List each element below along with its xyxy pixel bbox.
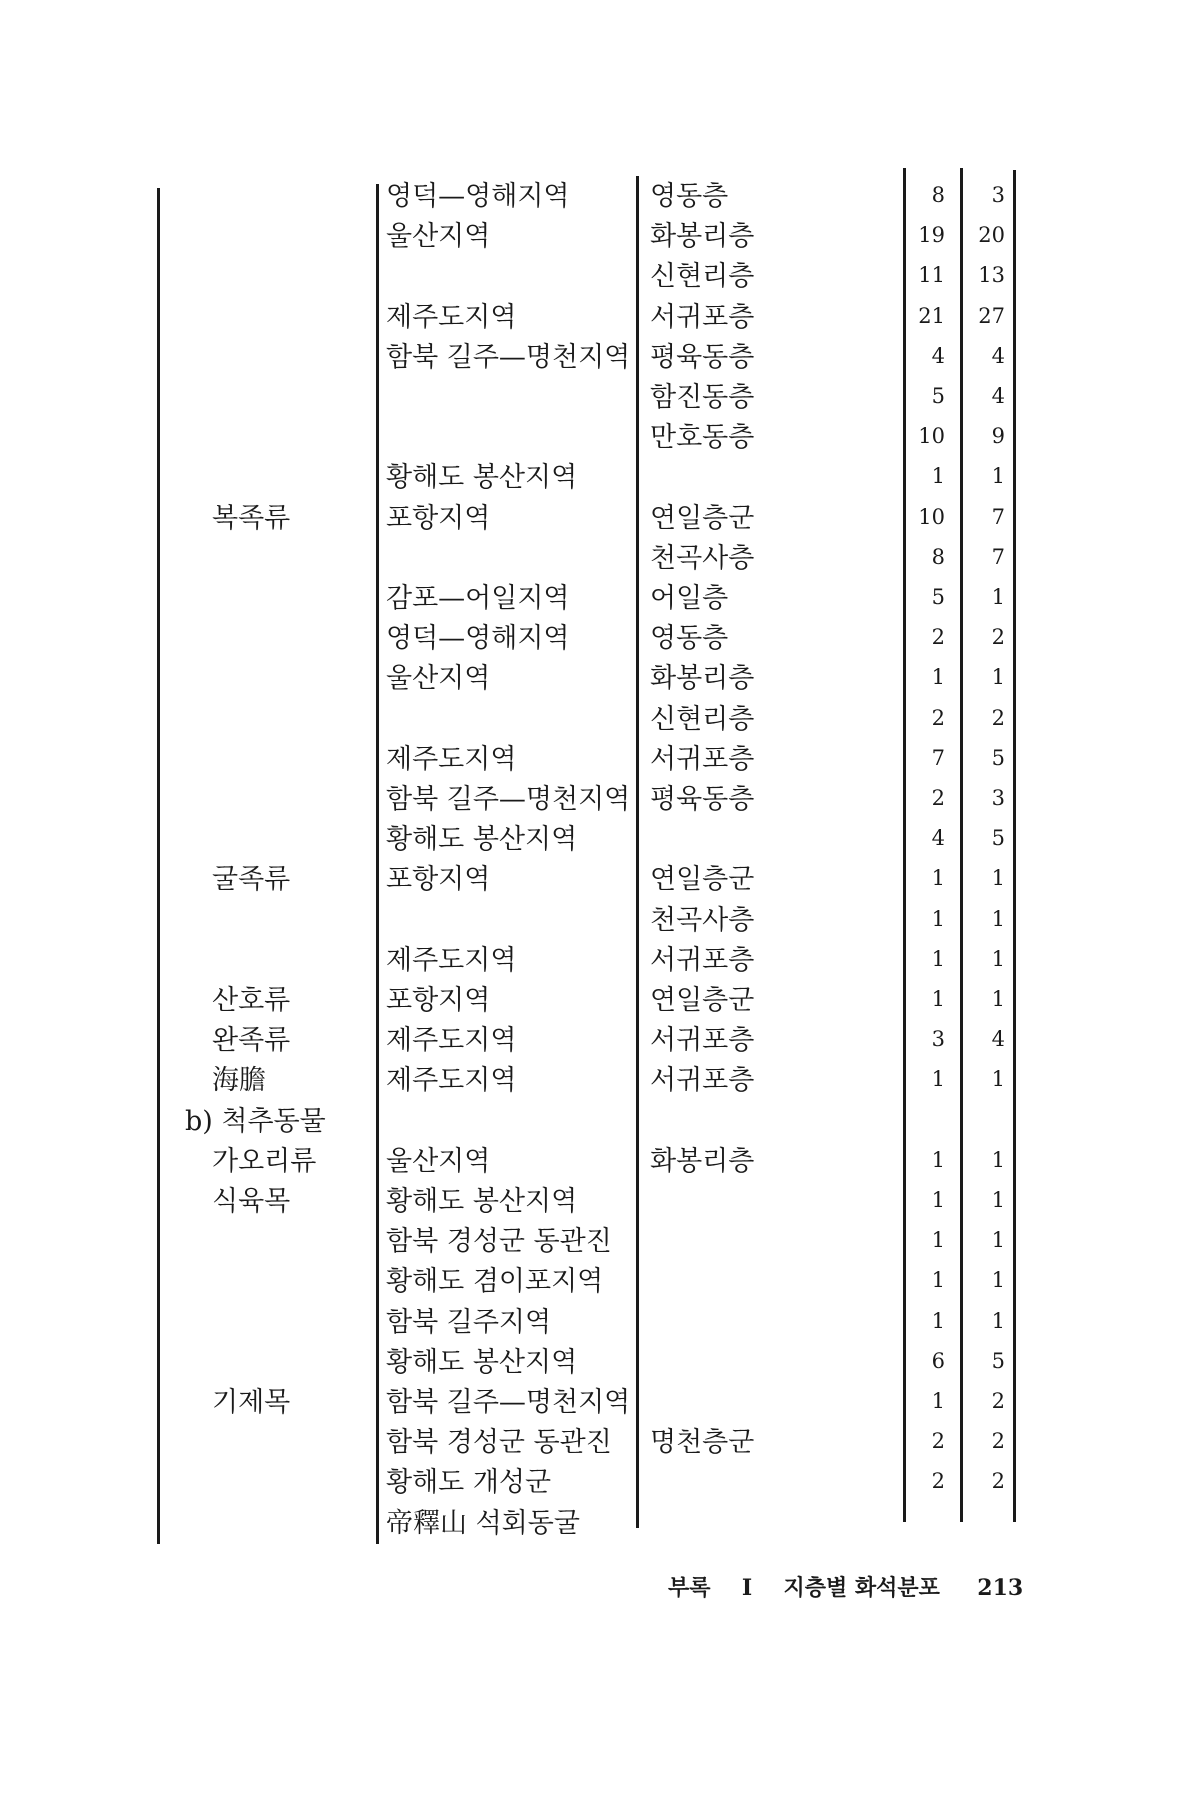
row-category: 식육목	[212, 1186, 291, 1217]
row-category: 기제목	[212, 1387, 291, 1418]
row-count-a: 5	[931, 585, 945, 609]
footer-numeral: I	[741, 1575, 753, 1601]
row-count-a: 4	[931, 826, 945, 850]
row-category: 海膽	[212, 1065, 266, 1096]
row-region: 함북 길주지역	[386, 1307, 552, 1338]
row-region: 포항지역	[386, 864, 491, 895]
row-count-b: 1	[991, 1188, 1005, 1212]
row-stratum: 신현리층	[650, 704, 755, 735]
row-count-b: 1	[991, 1067, 1005, 1091]
region-column-line	[376, 184, 379, 1544]
row-count-a: 21	[918, 304, 945, 328]
row-region: 제주도지역	[386, 1065, 517, 1096]
row-count-b: 5	[991, 1349, 1005, 1373]
row-stratum: 명천층군	[650, 1427, 755, 1458]
row-count-a: 8	[931, 183, 945, 207]
row-count-a: 1	[931, 1228, 945, 1252]
row-stratum: 서귀포층	[650, 945, 755, 976]
row-count-b: 2	[991, 1469, 1005, 1493]
row-stratum: 평육동층	[650, 784, 755, 815]
row-count-b: 1	[991, 987, 1005, 1011]
row-stratum: 서귀포층	[650, 744, 755, 775]
row-stratum: 평육동층	[650, 342, 755, 373]
row-count-b: 27	[978, 304, 1005, 328]
row-category: 산호류	[212, 985, 291, 1016]
row-count-a: 19	[918, 223, 945, 247]
row-region: 황해도 봉산지역	[386, 1186, 578, 1217]
row-region: 감포—어일지역	[386, 583, 570, 614]
row-count-a: 1	[931, 907, 945, 931]
row-count-b: 20	[978, 223, 1005, 247]
row-count-b: 3	[991, 183, 1005, 207]
row-region: 울산지역	[386, 663, 491, 694]
row-count-a: 2	[931, 706, 945, 730]
row-region: 황해도 봉산지역	[386, 1347, 578, 1378]
row-region: 제주도지역	[386, 1025, 517, 1056]
row-count-b: 4	[991, 1027, 1005, 1051]
row-region: 제주도지역	[386, 744, 517, 775]
row-count-b: 2	[991, 706, 1005, 730]
row-region: 영덕—영해지역	[386, 181, 570, 212]
row-stratum: 연일층군	[650, 503, 755, 534]
row-count-a: 1	[931, 1148, 945, 1172]
row-count-a: 10	[918, 424, 945, 448]
row-count-b: 2	[991, 625, 1005, 649]
row-count-a: 7	[931, 746, 945, 770]
row-region: 황해도 봉산지역	[386, 462, 578, 493]
row-count-a: 1	[931, 1268, 945, 1292]
row-region: 함북 경성군 동관진	[386, 1427, 612, 1458]
row-stratum: 화봉리층	[650, 1146, 755, 1177]
row-count-b: 1	[991, 464, 1005, 488]
row-region: 함북 길주—명천지역	[386, 784, 631, 815]
row-count-b: 2	[991, 1389, 1005, 1413]
row-count-a: 1	[931, 866, 945, 890]
row-count-a: 1	[931, 1067, 945, 1091]
row-count-a: 3	[931, 1027, 945, 1051]
row-region: 황해도 개성군	[386, 1467, 552, 1498]
row-count-b: 1	[991, 1148, 1005, 1172]
row-stratum: 영동층	[650, 623, 729, 654]
row-count-b: 1	[991, 907, 1005, 931]
count-b-left-line	[960, 168, 963, 1522]
row-count-a: 1	[931, 1389, 945, 1413]
row-region: 황해도 겸이포지역	[386, 1266, 604, 1297]
row-count-b: 1	[991, 1268, 1005, 1292]
row-count-b: 5	[991, 826, 1005, 850]
row-count-a: 6	[931, 1349, 945, 1373]
row-region: 帝釋山 석회동굴	[386, 1508, 580, 1539]
row-region: 포항지역	[386, 985, 491, 1016]
row-count-b: 1	[991, 665, 1005, 689]
row-region: 울산지역	[386, 1146, 491, 1177]
row-count-a: 1	[931, 665, 945, 689]
row-count-b: 4	[991, 384, 1005, 408]
right-border-line	[1013, 170, 1016, 1522]
row-count-b: 9	[991, 424, 1005, 448]
row-count-a: 2	[931, 786, 945, 810]
row-count-b: 1	[991, 585, 1005, 609]
row-count-a: 2	[931, 1469, 945, 1493]
row-count-b: 7	[991, 545, 1005, 569]
row-count-b: 3	[991, 786, 1005, 810]
row-stratum: 화봉리층	[650, 221, 755, 252]
row-count-a: 1	[931, 1309, 945, 1333]
row-region: 함북 길주—명천지역	[386, 342, 631, 373]
row-region: 영덕—영해지역	[386, 623, 570, 654]
row-count-a: 8	[931, 545, 945, 569]
row-stratum: 서귀포층	[650, 1065, 755, 1096]
row-region: 포항지역	[386, 503, 491, 534]
row-stratum: 신현리층	[650, 261, 755, 292]
row-count-b: 1	[991, 1228, 1005, 1252]
row-count-a: 2	[931, 1429, 945, 1453]
row-stratum: 만호동층	[650, 422, 755, 453]
row-count-b: 1	[991, 866, 1005, 890]
row-stratum: 서귀포층	[650, 1025, 755, 1056]
row-count-a: 5	[931, 384, 945, 408]
row-category: 완족류	[212, 1025, 291, 1056]
row-count-a: 11	[918, 263, 945, 287]
row-stratum: 연일층군	[650, 864, 755, 895]
row-count-a: 2	[931, 625, 945, 649]
row-stratum: 서귀포층	[650, 302, 755, 333]
page-footer	[668, 1571, 1023, 1602]
row-count-a: 1	[931, 947, 945, 971]
row-category: 가오리류	[212, 1146, 317, 1177]
row-count-a: 1	[931, 464, 945, 488]
row-count-b: 4	[991, 344, 1005, 368]
row-region: 황해도 봉산지역	[386, 824, 578, 855]
row-count-b: 5	[991, 746, 1005, 770]
row-region: 제주도지역	[386, 302, 517, 333]
row-count-b: 2	[991, 1429, 1005, 1453]
row-stratum: 화봉리층	[650, 663, 755, 694]
row-region: 함북 경성군 동관진	[386, 1226, 612, 1257]
row-count-b: 13	[978, 263, 1005, 287]
footer-section: 부록	[668, 1575, 711, 1601]
row-count-b: 1	[991, 947, 1005, 971]
row-stratum: 천곡사층	[650, 905, 755, 936]
row-count-a: 1	[931, 987, 945, 1011]
row-stratum: 어일층	[650, 583, 729, 614]
row-region: 울산지역	[386, 221, 491, 252]
row-region: 제주도지역	[386, 945, 517, 976]
row-category: 굴족류	[212, 864, 291, 895]
left-border-line	[157, 188, 160, 1544]
row-count-b: 7	[991, 505, 1005, 529]
row-category: b) 척추동물	[185, 1106, 326, 1137]
footer-title: 지층별 화석분포	[783, 1575, 940, 1601]
page-number: 213	[977, 1575, 1024, 1601]
stratum-column-line	[636, 176, 639, 1528]
row-region: 함북 길주—명천지역	[386, 1387, 631, 1418]
row-count-a: 10	[918, 505, 945, 529]
row-count-b: 1	[991, 1309, 1005, 1333]
row-stratum: 연일층군	[650, 985, 755, 1016]
row-stratum: 함진동층	[650, 382, 755, 413]
row-count-a: 4	[931, 344, 945, 368]
row-count-a: 1	[931, 1188, 945, 1212]
row-stratum: 천곡사층	[650, 543, 755, 574]
row-stratum: 영동층	[650, 181, 729, 212]
row-category: 복족류	[212, 503, 291, 534]
